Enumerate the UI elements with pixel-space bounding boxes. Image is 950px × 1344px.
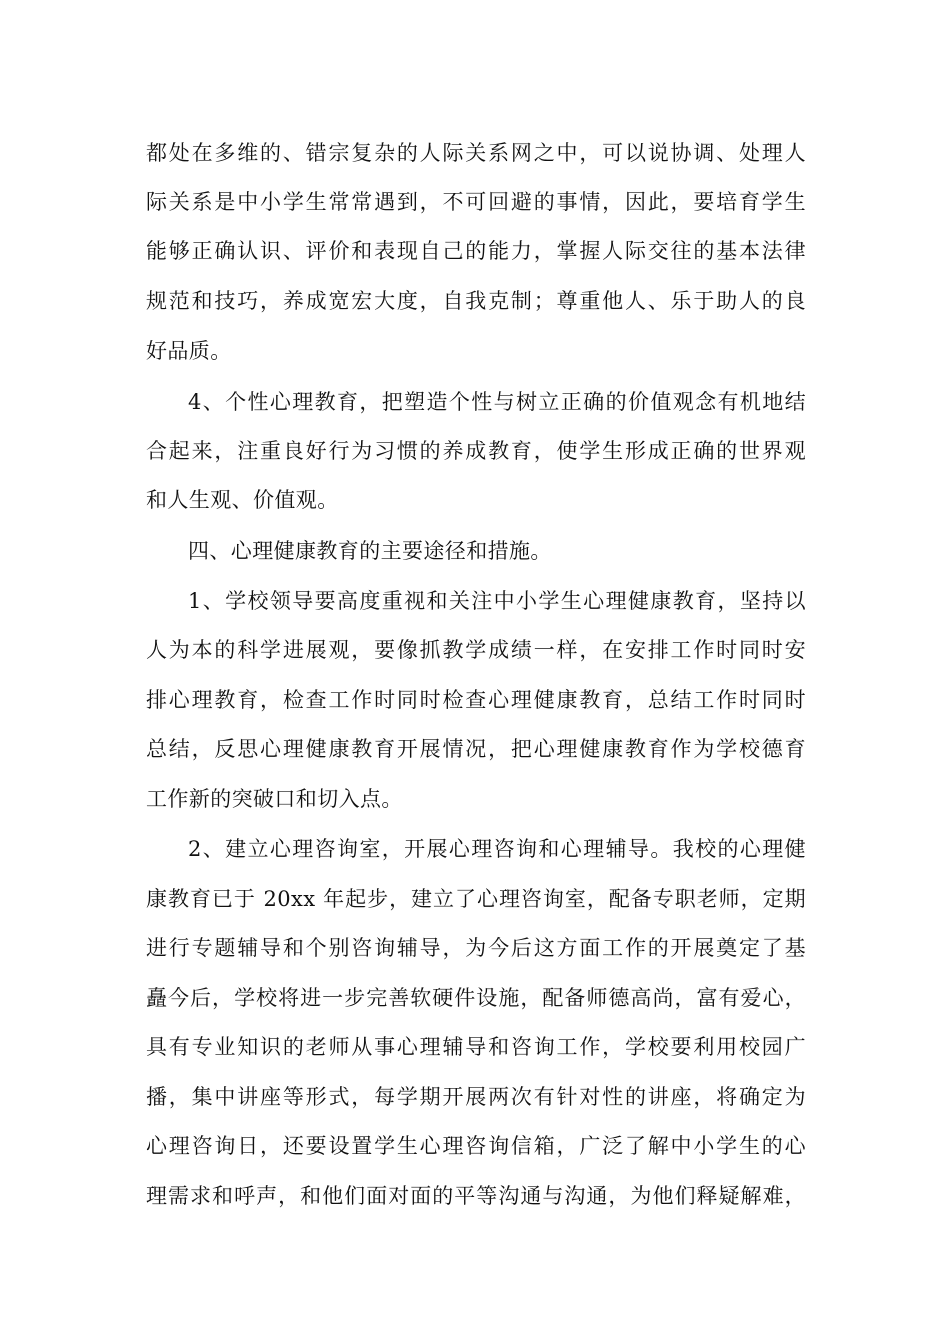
text-line-10: 1、学校领导要高度重视和关注中小学生心理健康教育，坚持以: [188, 589, 806, 613]
text-line-18: 矗今后，学校将进一步完善软硬件设施，配备师德高尚，富有爱心，: [146, 986, 806, 1010]
text-line-17: 进行专题辅导和个别咨询辅导，为今后这方面工作的开展奠定了基: [146, 936, 806, 960]
text-line-5: 好品质。: [146, 339, 232, 363]
text-line-3: 能够正确认识、评价和表现自己的能力，掌握人际交往的基本法律: [146, 239, 806, 263]
text-line-20: 播，集中讲座等形式，每学期开展两次有针对性的讲座，将确定为: [146, 1085, 806, 1109]
text-line-1: 都处在多维的、错宗复杂的人际关系网之中，可以说协调、处理人: [146, 141, 806, 165]
text-line-11: 人为本的科学进展观，要像抓教学成绩一样，在安排工作时同时安: [146, 638, 806, 662]
section-heading: 四、心理健康教育的主要途径和措施。: [188, 539, 552, 563]
text-line-22: 理需求和呼声，和他们面对面的平等沟通与沟通，为他们释疑解难，: [146, 1184, 806, 1208]
text-line-2: 际关系是中小学生常常遇到，不可回避的事情，因此，要培育学生: [146, 190, 806, 214]
text-line-8: 和人生观、价值观。: [146, 488, 339, 512]
text-line-4: 规范和技巧，养成宽宏大度，自我克制；尊重他人、乐于助人的良: [146, 289, 806, 313]
text-line-21: 心理咨询日，还要设置学生心理咨询信箱，广泛了解中小学生的心: [146, 1134, 806, 1158]
text-line-19: 具有专业知识的老师从事心理辅导和咨询工作，学校要利用校园广: [146, 1035, 806, 1059]
text-line-15: 2、建立心理咨询室，开展心理咨询和心理辅导。我校的心理健: [188, 837, 806, 861]
text-line-6: 4、个性心理教育，把塑造个性与树立正确的价值观念有机地结: [188, 390, 806, 414]
text-line-16: 康教育已于 20xx 年起步，建立了心理咨询室，配备专职老师，定期: [146, 887, 806, 911]
text-line-7: 合起来，注重良好行为习惯的养成教育，使学生形成正确的世界观: [146, 439, 806, 463]
text-line-14: 工作新的突破口和切入点。: [146, 787, 403, 811]
text-line-12: 排心理教育，检查工作时同时检查心理健康教育，总结工作时同时: [146, 688, 806, 712]
text-line-13: 总结，反思心理健康教育开展情况，把心理健康教育作为学校德育: [146, 737, 806, 761]
